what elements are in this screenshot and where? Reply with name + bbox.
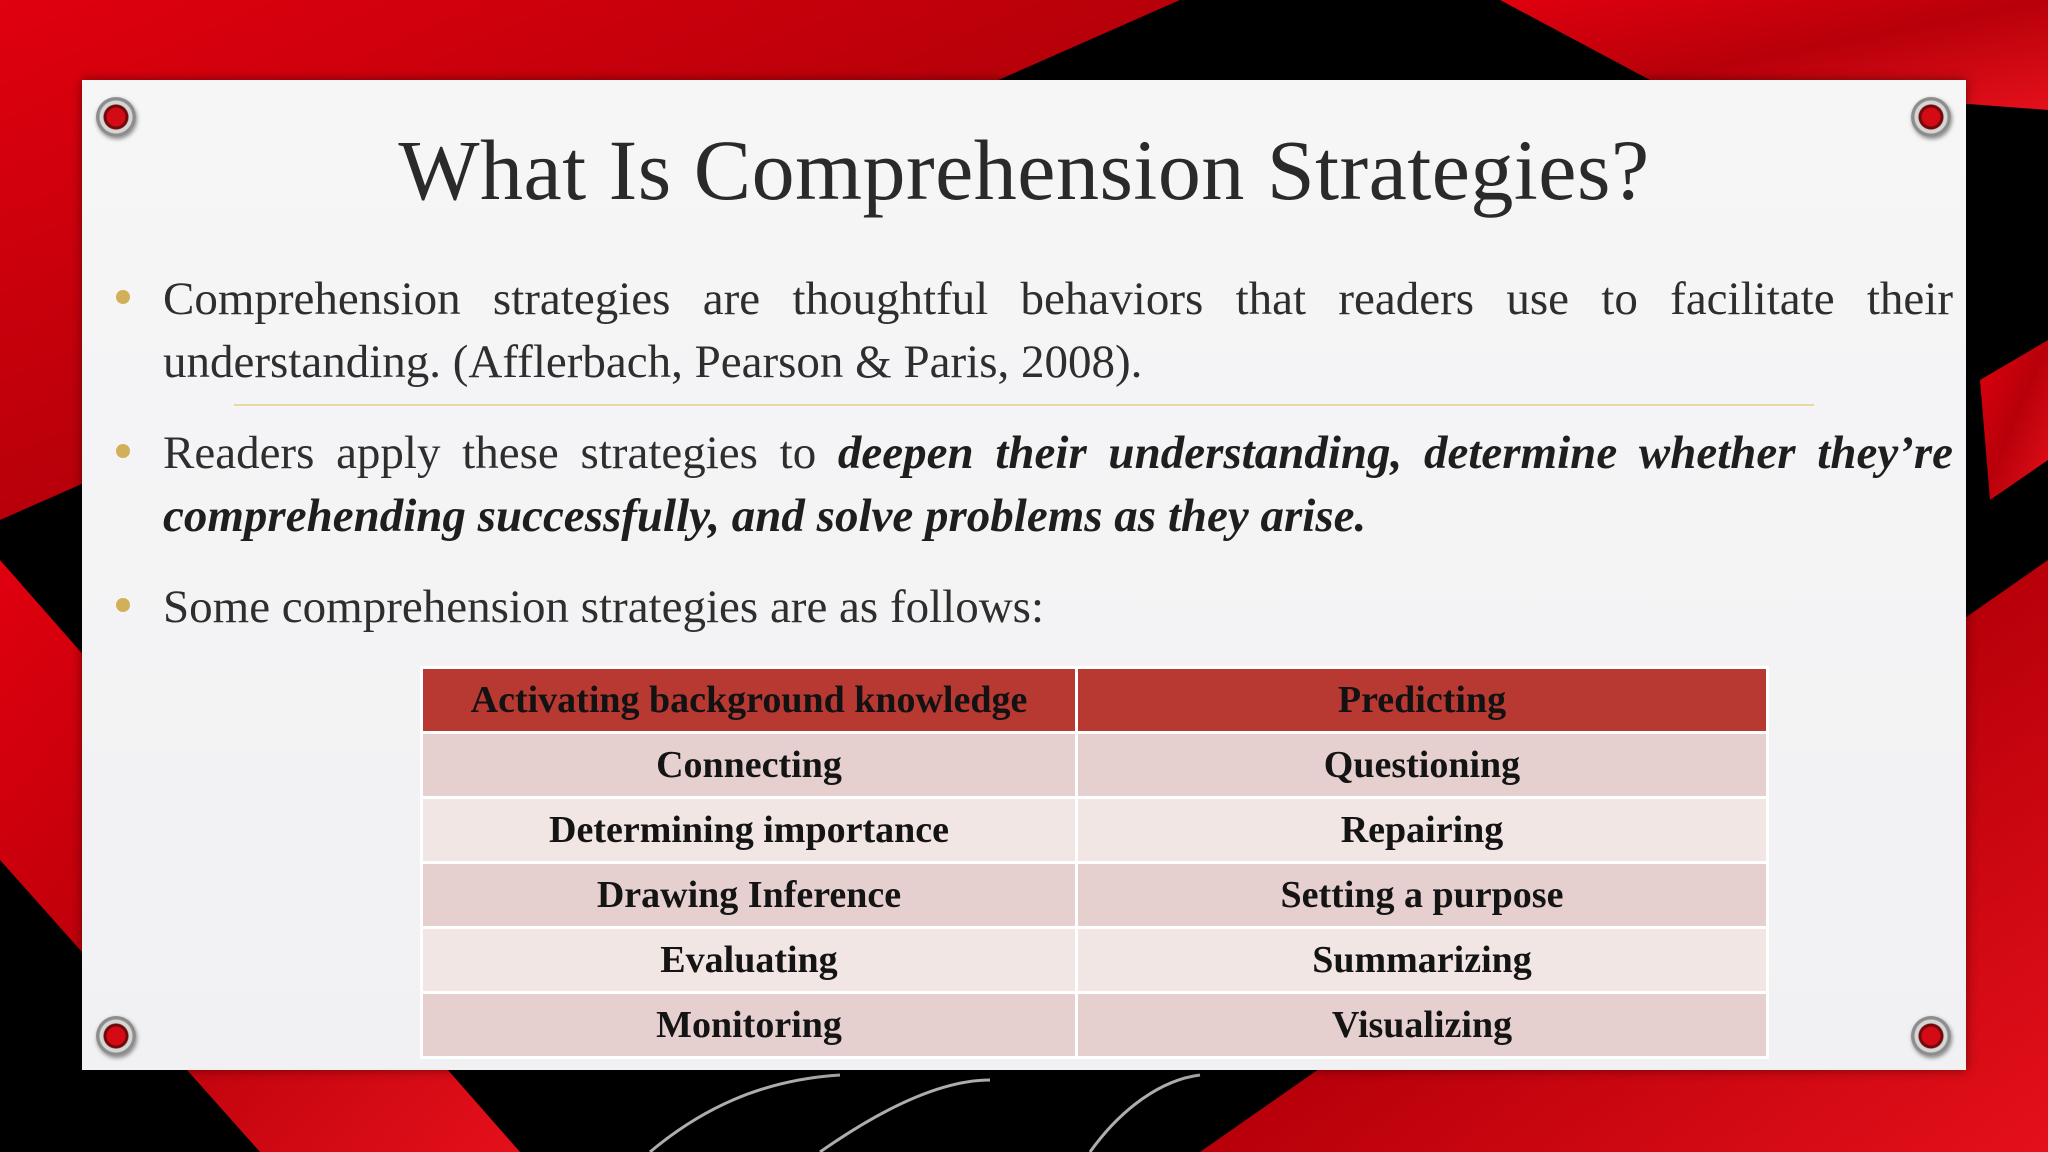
table-row	[422, 993, 1768, 1058]
table-cell: Connecting	[422, 733, 1077, 798]
table-cell: Activating background knowledge	[422, 668, 1077, 733]
table-cell: Determining importance	[422, 798, 1077, 863]
bullet-text	[163, 422, 1953, 548]
bullet-icon	[116, 444, 130, 458]
bullet-text-emphasis: deepen their understanding, determine whether they’re comprehending successfully, and solve problems as they arise.	[163, 427, 1953, 542]
table-cell: Setting a purpose	[1077, 863, 1768, 928]
table-row	[422, 798, 1768, 863]
table-row	[422, 668, 1768, 733]
table-cell: Drawing Inference	[422, 863, 1077, 928]
table-cell: Summarizing	[1077, 928, 1768, 993]
bullet-text: Comprehension strategies are thoughtful behaviors that readers use to facilitate their understanding. (Afflerbach, Pearson & Paris, 2008).	[163, 273, 1953, 388]
bullet-icon	[116, 290, 130, 304]
table-cell: Repairing	[1077, 798, 1768, 863]
table-cell: Monitoring	[422, 993, 1077, 1058]
table-cell: Predicting	[1077, 668, 1768, 733]
strategies-table	[420, 666, 1769, 1059]
slide-title: What Is Comprehension Strategies?	[398, 122, 1650, 218]
table-cell: Visualizing	[1077, 993, 1768, 1058]
bullet-icon	[116, 598, 130, 612]
bullet-text-plain: Readers apply these strategies to	[163, 427, 838, 479]
table-row	[422, 733, 1768, 798]
table-row	[422, 863, 1768, 928]
table-row	[422, 928, 1768, 993]
divider-line	[234, 404, 1814, 406]
bullet-text: Some comprehension strategies are as follows:	[163, 581, 1045, 633]
table-cell: Questioning	[1077, 733, 1768, 798]
pin-icon	[96, 1016, 136, 1056]
pin-icon	[1911, 1016, 1951, 1056]
table-cell: Evaluating	[422, 928, 1077, 993]
